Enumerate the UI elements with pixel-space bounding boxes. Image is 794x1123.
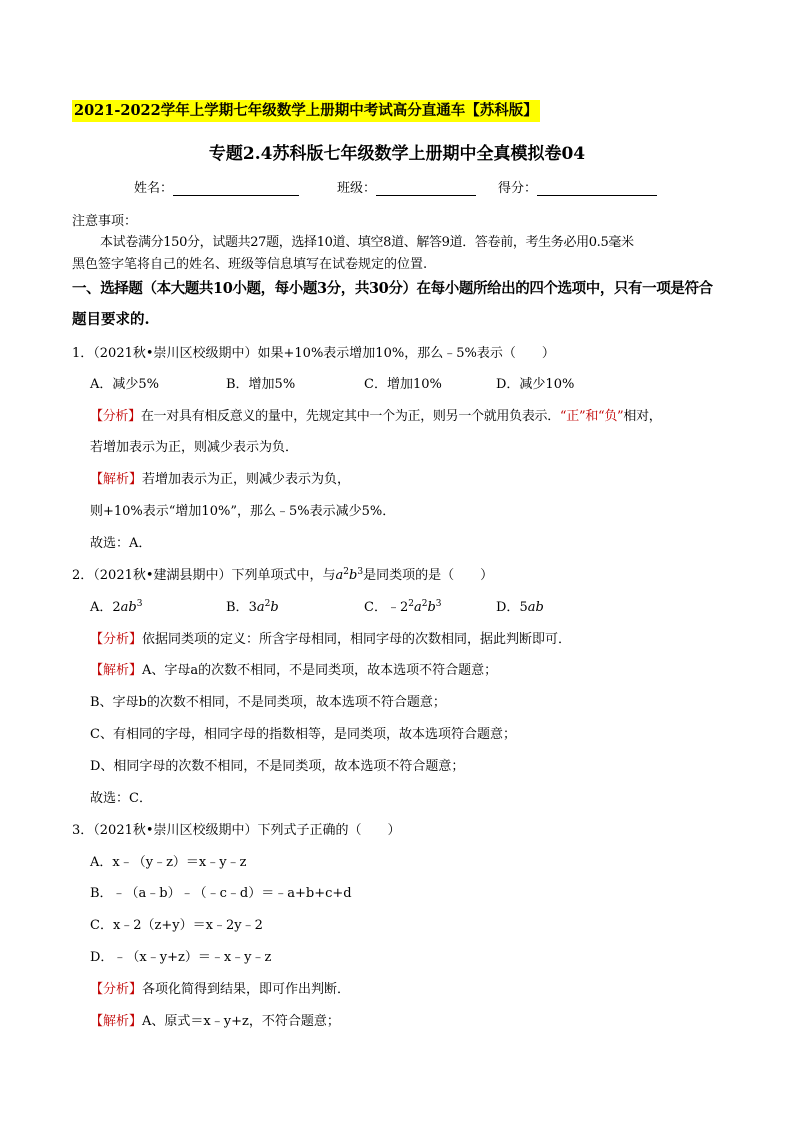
q3-option-a: A．x﹣（y﹣z）＝x﹣y﹣z — [90, 855, 247, 870]
section-heading-line-1: 一、选择题（本大题共10小题，每小题3分，共30分）在每小题所给出的四个选项中，只有一项是符合 — [72, 280, 713, 297]
q1-option-b: B．增加5% — [226, 377, 296, 392]
q2-analysis-text: 依据同类项的定义：所含字母相同，相同字母的次数相同，据此判断即可． — [142, 632, 572, 647]
section-heading-line-2: 题目要求的. — [72, 311, 150, 328]
q1-solution-line-2: 则+10%表示“增加10%”，那么﹣5%表示减少5%． — [90, 504, 396, 519]
score-blank — [537, 181, 657, 196]
q1-stem: 1．（2021秋•崇川区校级期中）如果+10%表示增加10%，那么﹣5%表示（ ） — [72, 346, 555, 361]
q2-option-c-prefix: C． — [364, 600, 387, 615]
q3-option-b: B．﹣（a﹣b）﹣（﹣c﹣d）＝﹣a+b+c+d — [90, 886, 352, 901]
name-label: 姓名： — [134, 181, 174, 196]
page-title: 专题2.4苏科版七年级数学上册期中全真模拟卷04 — [208, 144, 586, 164]
q2-solution-b: B、字母b的次数不相同，不是同类项，故本选项不符合题意； — [90, 695, 446, 710]
class-label: 班级： — [337, 181, 377, 196]
q2-option-d: D．5ab — [496, 600, 544, 615]
q1-option-c: C．增加10% — [364, 377, 442, 392]
q3-analysis — [90, 978, 350, 997]
notice-heading: 注意事项： — [72, 214, 138, 229]
q2-stem-post: 是同类项的是（ ） — [363, 568, 494, 583]
q1-answer: 故选：A． — [90, 536, 152, 551]
q1-option-d: D．减少10% — [496, 377, 575, 392]
score-field — [498, 177, 657, 196]
q1-analysis — [90, 405, 662, 424]
name-blank — [173, 181, 299, 196]
q2-option-a: A．$2ab^3$ — [90, 599, 143, 615]
q2-stem — [72, 564, 493, 583]
q2-option-d-prefix: D． — [496, 600, 520, 615]
q2-answer: 故选：C． — [90, 791, 152, 806]
q1-analysis-tag: 【分析】 — [90, 409, 141, 424]
q2-option-b: B．$3a^2b$ — [226, 599, 279, 615]
q1-solution-tag: 【解析】 — [90, 472, 143, 487]
score-label: 得分： — [498, 181, 538, 196]
q3-option-d: D．﹣（x﹣y+z）＝﹣x﹣y﹣z — [90, 950, 272, 965]
class-blank — [376, 181, 476, 196]
q3-analysis-tag: 【分析】 — [90, 982, 143, 997]
q1-analysis-text-c: 相对， — [623, 409, 662, 424]
class-field — [337, 177, 476, 196]
q3-stem: 3．（2021秋•崇川区校级期中）下列式子正确的（ ） — [72, 823, 401, 838]
q1-analysis-text-a: 在一对具有相反意义的量中，先规定其中一个为正，则另一个就用负表示． — [140, 409, 560, 424]
notice-line-1: 本试卷满分150分，试题共27题，选择10道、填空8道、解答9道．答卷前，考生务必用0.5毫米 — [100, 235, 634, 250]
q3-analysis-text: 各项化简得到结果，即可作出判断． — [142, 982, 351, 997]
q2-solution — [90, 659, 497, 678]
q3-solution-text: A、原式＝x﹣y+z，不符合题意； — [142, 1014, 340, 1029]
q2-analysis-tag: 【分析】 — [90, 632, 143, 647]
q3-solution-tag: 【解析】 — [90, 1014, 143, 1029]
q2-analysis — [90, 628, 571, 647]
q2-option-b-prefix: B． — [226, 600, 249, 615]
q2-solution-a: A、字母a的次数不相同，不是同类项，故本选项不符合题意； — [142, 663, 498, 678]
q2-stem-pre: 2．（2021秋•建湖县期中）下列单项式中，与 — [72, 568, 336, 583]
q1-solution-text: 若增加表示为正，则减少表示为负， — [142, 472, 351, 487]
q1-analysis-line-2: 若增加表示为正，则减少表示为负． — [90, 440, 299, 455]
q2-solution-d: D、相同字母的次数不相同，不是同类项，故本选项不符合题意； — [90, 759, 465, 774]
q2-option-c: C．$﹣2^2a^2b^3$ — [364, 599, 442, 615]
q3-solution — [90, 1010, 340, 1029]
notice-line-2: 黑色签字笔将自己的姓名、班级等信息填写在试卷规定的位置. — [72, 257, 428, 272]
q2-stem-term: $a^2b^3$ — [335, 567, 364, 583]
q1-analysis-text-b: “正”和“负” — [559, 409, 624, 424]
q2-solution-tag: 【解析】 — [90, 663, 143, 678]
q1-solution — [90, 468, 350, 487]
q1-option-a: A．减少5% — [90, 377, 160, 392]
q2-option-a-prefix: A． — [90, 600, 113, 615]
name-field — [134, 177, 299, 196]
series-banner: 2021-2022学年上学期七年级数学上册期中考试高分直通车【苏科版】 — [72, 100, 540, 122]
q3-option-c: C．x﹣2（z+y）＝x﹣2y﹣2 — [90, 918, 263, 933]
q2-solution-c: C、有相同的字母，相同字母的指数相等，是同类项，故本选项符合题意； — [90, 727, 516, 742]
